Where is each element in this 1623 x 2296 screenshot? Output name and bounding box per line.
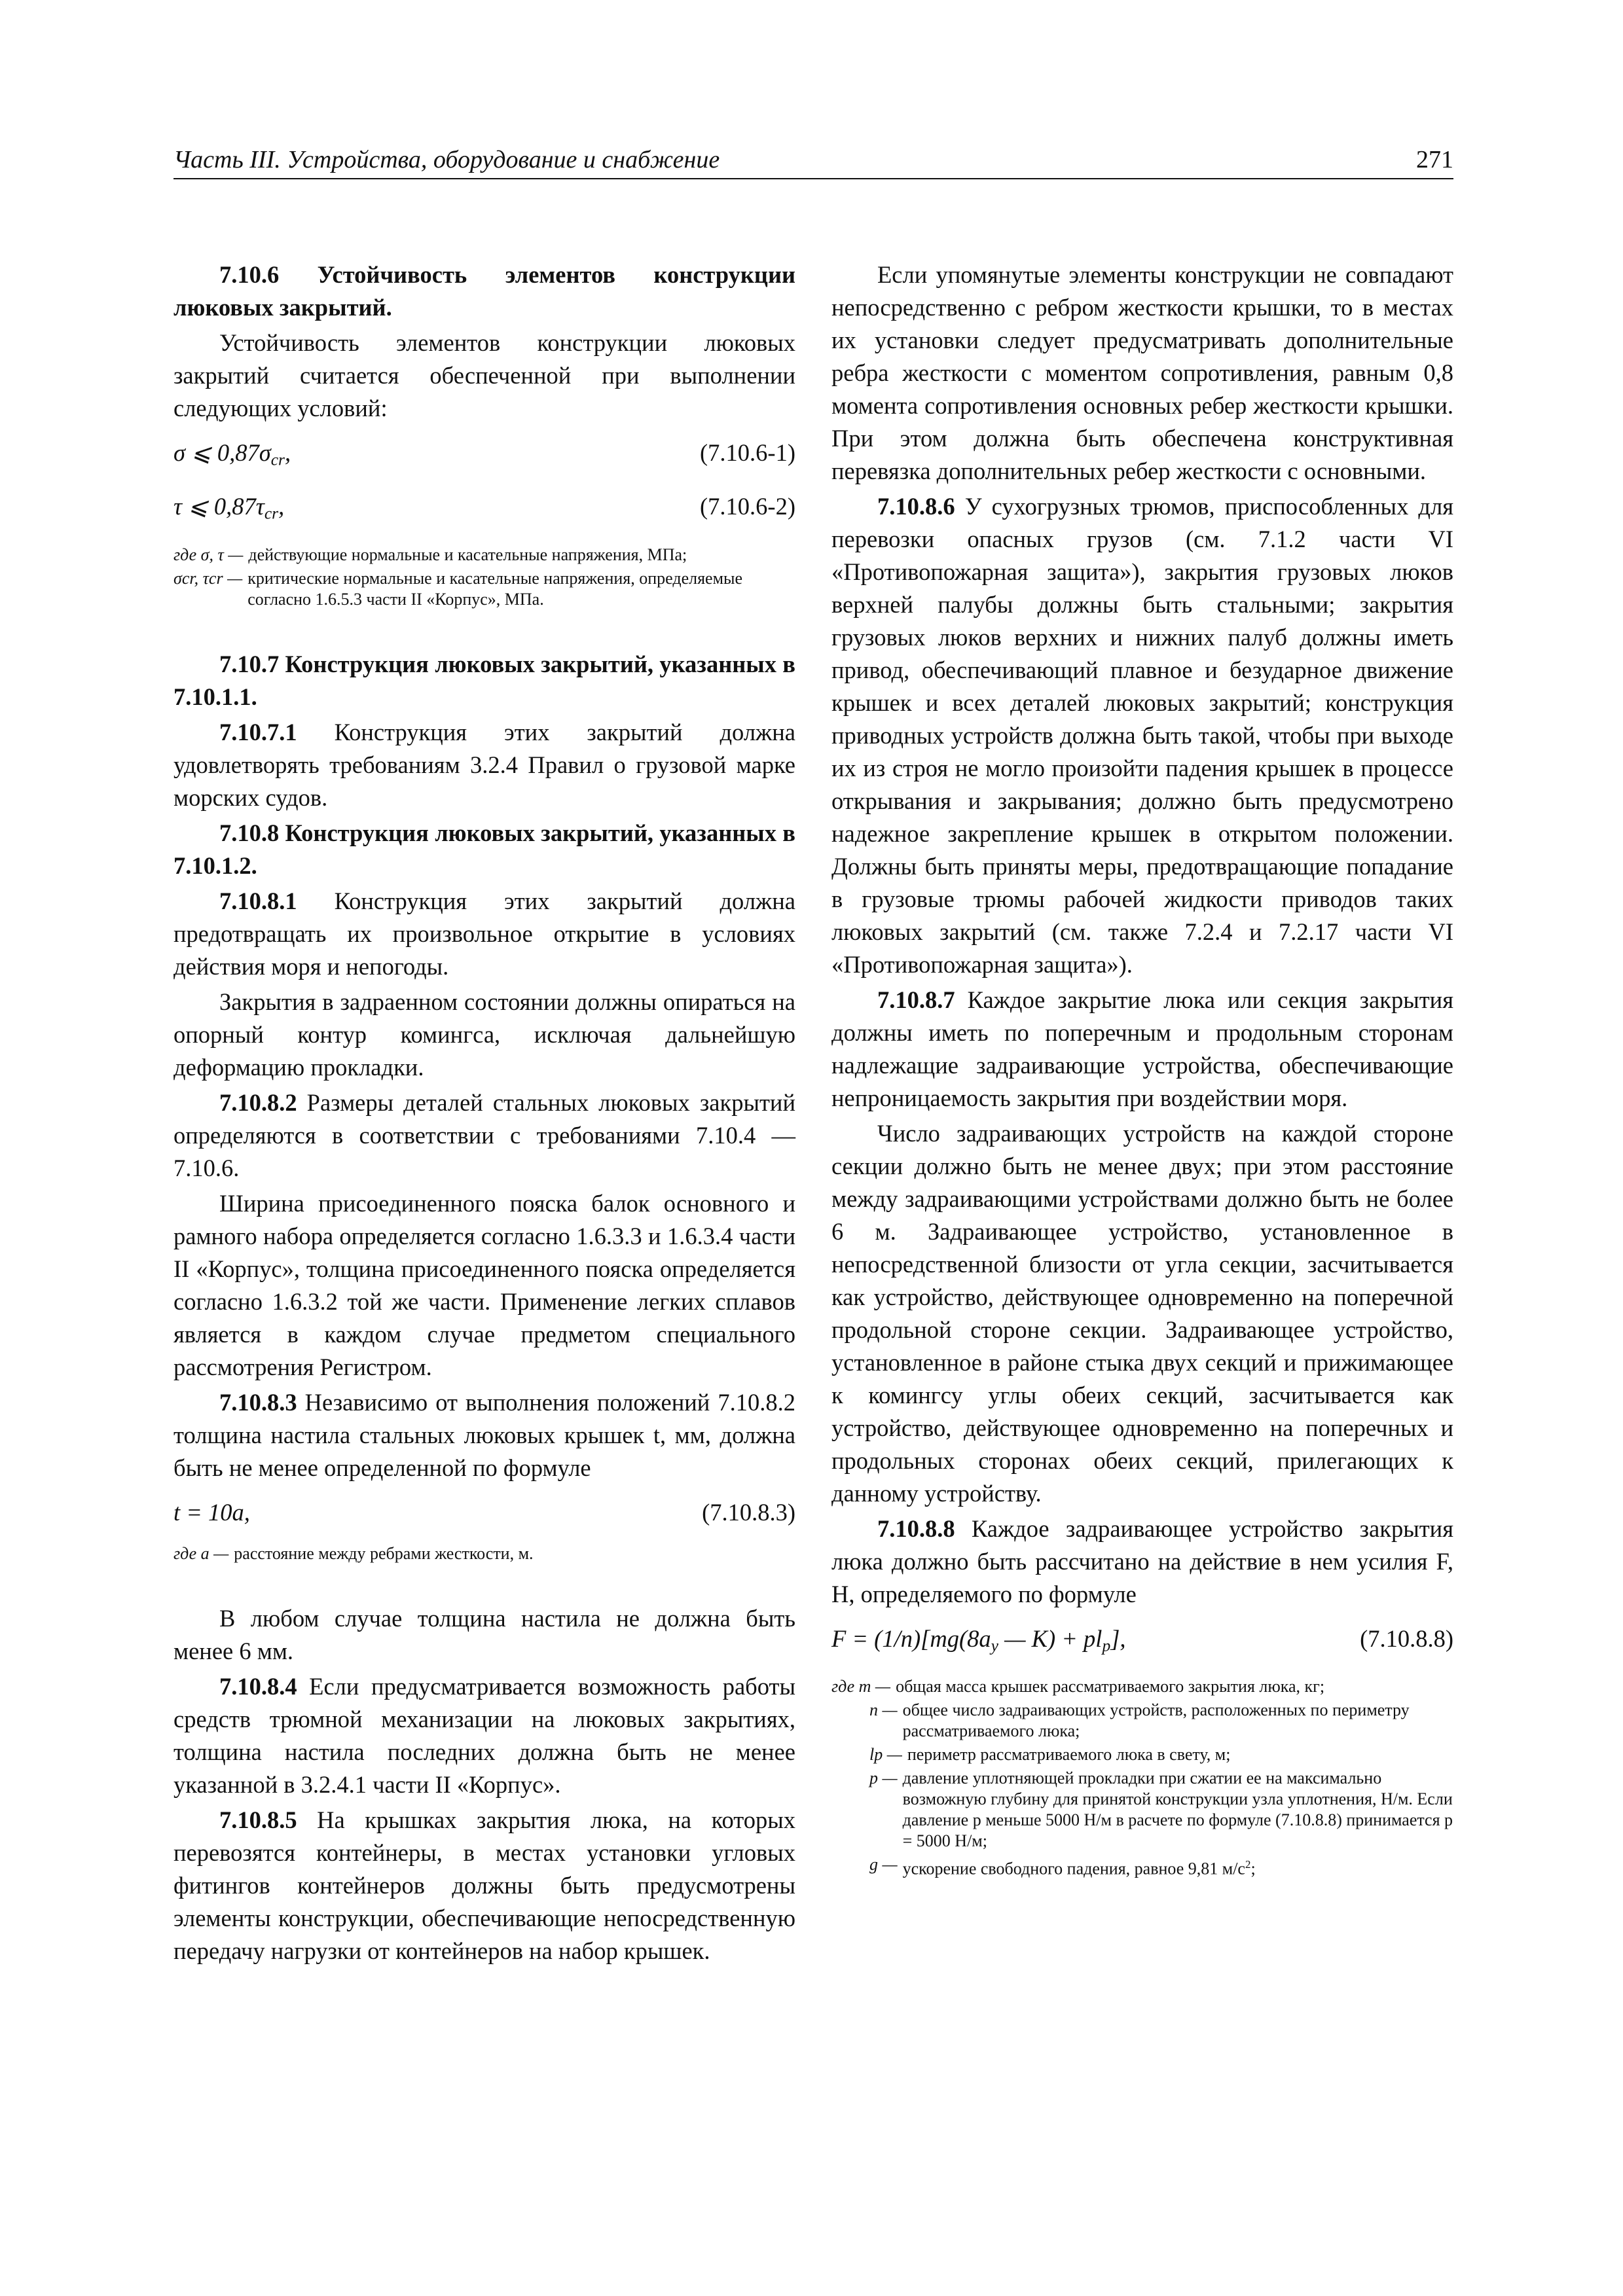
note-text: ускорение свободного падения, равное 9,81 м/с: [902, 1859, 1245, 1878]
note-text: критические нормальные и касательные напряжения, определяемые согласно 1.6.5.3 части II «Корпус», МПа.: [247, 568, 743, 609]
clause-text: Конструкция этих закрытий должна удовлетворять требованиям 3.2.4 Правил о грузовой марке морских судов.: [173, 718, 795, 811]
note-text: общее число задраивающих устройств, расположенных по периметру рассматриваемого люка;: [902, 1700, 1410, 1741]
note-label: lp —: [869, 1745, 902, 1765]
formula-7-10-6-1: [173, 437, 795, 476]
paragraph-lyubom: В любом случае толщина настила не должна быть менее 6 мм.: [173, 1604, 795, 1664]
clause-number: 7.10.8.5: [219, 1806, 297, 1833]
clause-text: Конструкция этих закрытий должна предотвращать их произвольное открытие в условиях действия моря и непогоды.: [173, 887, 795, 980]
note-text: расстояние между ребрами жесткости, м.: [234, 1543, 534, 1563]
formula-expression: F = (1/n)[mg(8a: [831, 1625, 991, 1652]
note-label: σcr, τcr —: [173, 568, 243, 588]
formula-tail: ,: [278, 493, 285, 520]
paragraph-7-10-8-2: [173, 1086, 795, 1185]
note-sigma-tau: [173, 545, 795, 565]
note-label: p —: [869, 1768, 898, 1788]
clause-number: 7.10.8.8: [877, 1515, 955, 1542]
paragraph-7-10-8-6: [831, 490, 1453, 981]
formula-expression: t = 10a,: [173, 1498, 250, 1526]
clause-text: На крышках закрытия люка, на которых перевозятся контейнеры, в местах установки угловых фитингов контейнеров должны быть предусмотрены элементы конструкции, обеспечивающие непосредственную передачу нагрузки от контейнеров на набор крышек.: [173, 1806, 795, 1964]
page-number: 271: [1416, 146, 1453, 173]
note-sigma-cr: [173, 568, 795, 610]
formula-middle: — K) + pl: [998, 1625, 1103, 1652]
clause-number: 7.10.8.3: [219, 1388, 297, 1416]
note-n: [831, 1700, 1453, 1742]
formula-number: (7.10.6-1): [700, 439, 795, 466]
paragraph-7-10-6: Устойчивость элементов конструкции люковых закрытий считается обеспеченной при выполнении следующих условий:: [173, 329, 795, 422]
formula-number: (7.10.8.8): [1360, 1625, 1453, 1652]
note-end: ;: [1250, 1859, 1256, 1878]
note-lp: [831, 1744, 1453, 1765]
note-text: периметр рассматриваемого люка в свету, м;: [907, 1745, 1231, 1765]
formula-number: (7.10.6-2): [700, 493, 795, 520]
paragraph-7-10-8-3: [173, 1386, 795, 1484]
paragraph-7-10-8-8: [831, 1513, 1453, 1611]
clause-number: 7.10.8.1: [219, 887, 297, 914]
clause-number: 7.10.8.4: [219, 1672, 297, 1700]
paragraph-zadraen: Закрытия в задраенном состоянии должны опираться на опорный контур комингса, исключая дальнейшую деформацию прокладки.: [173, 988, 795, 1081]
note-superscript: 2: [1245, 1858, 1251, 1871]
clause-number: 7.10.8.2: [219, 1088, 297, 1116]
paragraph-7-10-7-1: [173, 716, 795, 814]
clause-number: 7.10.8.6: [877, 493, 955, 520]
clause-text: У сухогрузных трюмов, приспособленных для перевозки опасных грузов (см. 7.1.2 части VI «Противопожарная защита»), закрытия грузовых люков верхней палубы должны быть стальными; закрытия грузовых люков верхних и нижних палуб должны иметь привод, обеспечивающий плавное и безударное движение крышек и всех деталей люковых закрытий; конструкция приводных устройств должна быть такой, чтобы при выходе их из строя не могло произойти падения крышек в процессе открывания и закрывания; должно быть предусмотрено надежное закрепление крышек в открытом положении. Должны быть приняты меры, предотвращающие попадание в грузовые трюмы рабочей жидкости приводов таких люковых закрытий (см. также 7.2.4 и 7.2.17 части VI «Противопожарная защита»).: [831, 493, 1453, 978]
note-label: где a —: [173, 1543, 229, 1563]
left-column: [173, 259, 795, 1970]
paragraph-7-10-8-5: [173, 1804, 795, 1967]
paragraph-7-10-8-4: [173, 1670, 795, 1801]
formula-subscript: y: [991, 1636, 998, 1655]
heading-7-10-8: 7.10.8 Конструкция люковых закрытий, указанных в 7.10.1.2.: [173, 819, 795, 879]
paragraph-esli: Если упомянутые элементы конструкции не совпадают непосредственно с ребром жесткости крышки, то в местах их установки следует предусматривать дополнительные ребра жесткости с моментом сопротивления, равным 0,8 момента сопротивления основных ребер жесткости крышки. При этом должна быть обеспечена конструктивная перевязка дополнительных ребер жесткости с основными.: [831, 261, 1453, 484]
clause-number: 7.10.8.7: [877, 986, 955, 1013]
note-label: где σ, τ —: [173, 545, 244, 564]
running-header: [173, 145, 1453, 179]
formula-tail: ,: [285, 439, 291, 466]
note-text: давление уплотняющей прокладки при сжатии ее на максимально возможную глубину для принятой конструкции узла уплотнения, Н/м. Если давление p меньше 5000 Н/м в расчете по формуле (7.10.8.8) принимается p = 5000 Н/м;: [902, 1768, 1453, 1851]
clause-text: Каждое задраивающее устройство закрытия люка должно быть рассчитано на действие в нем усилия F, Н, определяемого по формуле: [831, 1515, 1453, 1607]
paragraph-shirina: Ширина присоединенного пояска балок основного и рамного набора определяется согласно 1.6.3.3 и 1.6.3.4 части II «Корпус», толщина присоединенного пояска определяется согласно 1.6.3.2 той же части. Применение легких сплавов является в каждом случае предметом специального рассмотрения Регистром.: [173, 1189, 795, 1380]
formula-7-10-8-3: [173, 1496, 795, 1529]
right-column: [831, 259, 1453, 1882]
note-label: n —: [869, 1700, 898, 1720]
formula-7-10-6-2: [173, 490, 795, 529]
formula-subscript: p: [1102, 1636, 1111, 1655]
formula-number: (7.10.8.3): [702, 1498, 795, 1526]
clause-text: Если предусматривается возможность работы средств трюмной механизации на люковых закрытиях, толщина настила последних должна быть не менее указанной в 3.2.4.1 части II «Корпус».: [173, 1672, 795, 1798]
formula-expression: σ ⩽ 0,87σ: [173, 439, 271, 466]
paragraph-7-10-8-7: [831, 984, 1453, 1115]
note-g: [831, 1854, 1453, 1879]
note-m: [831, 1676, 1453, 1697]
paragraph-chislo: Число задраивающих устройств на каждой стороне секции должно быть не менее двух; при этом расстояние между задраивающими устройствами должно быть не более 6 м. Задраивающее устройство, установленное в непосредственной близости от угла секции, засчитывается как устройство, действующее одновременно на поперечной продольной стороне секции. Задраивающее устройство, установленное в районе стыка двух секций и прижимающее к комингсу углы обеих секций, засчитывается как устройство, действующее одновременно на поперечных и продольных сторонах обеих секций, прилегающих к данному устройству.: [831, 1120, 1453, 1507]
formula-tail: ],: [1110, 1625, 1126, 1652]
formula-7-10-8-8: [831, 1623, 1453, 1662]
formula-subscript: cr: [264, 503, 279, 523]
heading-7-10-7: 7.10.7 Конструкция люковых закрытий, указанных в 7.10.1.1.: [173, 650, 795, 710]
clause-text: Каждое закрытие люка или секция закрытия должны иметь по поперечным и продольным сторонам надлежащие задраивающие устройства, обеспечивающие непроницаемость закрытия при воздействии моря.: [831, 986, 1453, 1111]
clause-number: 7.10.7.1: [219, 718, 297, 745]
heading-7-10-6: 7.10.6 Устойчивость элементов конструкции люковых закрытий.: [173, 261, 795, 321]
note-a: [173, 1543, 795, 1564]
note-p: [831, 1768, 1453, 1852]
note-label: где m —: [831, 1677, 891, 1696]
note-text: действующие нормальные и касательные напряжения, МПа;: [248, 545, 687, 564]
clause-text: Независимо от выполнения положений 7.10.8.2 толщина настила стальных люковых крышек t, мм, должна быть не менее определенной по формуле: [173, 1388, 795, 1481]
formula-subscript: cr: [270, 450, 285, 469]
note-label: g —: [869, 1855, 898, 1874]
note-text: общая масса крышек рассматриваемого закрытия люка, кг;: [896, 1677, 1325, 1696]
header-title: Часть III. Устройства, оборудование и снабжение: [173, 146, 720, 173]
clause-text: Размеры деталей стальных люковых закрытий определяются в соответствии с требованиями 7.10.4 — 7.10.6.: [173, 1088, 795, 1181]
paragraph-7-10-8-1: [173, 885, 795, 983]
formula-expression: τ ⩽ 0,87τ: [173, 493, 264, 520]
